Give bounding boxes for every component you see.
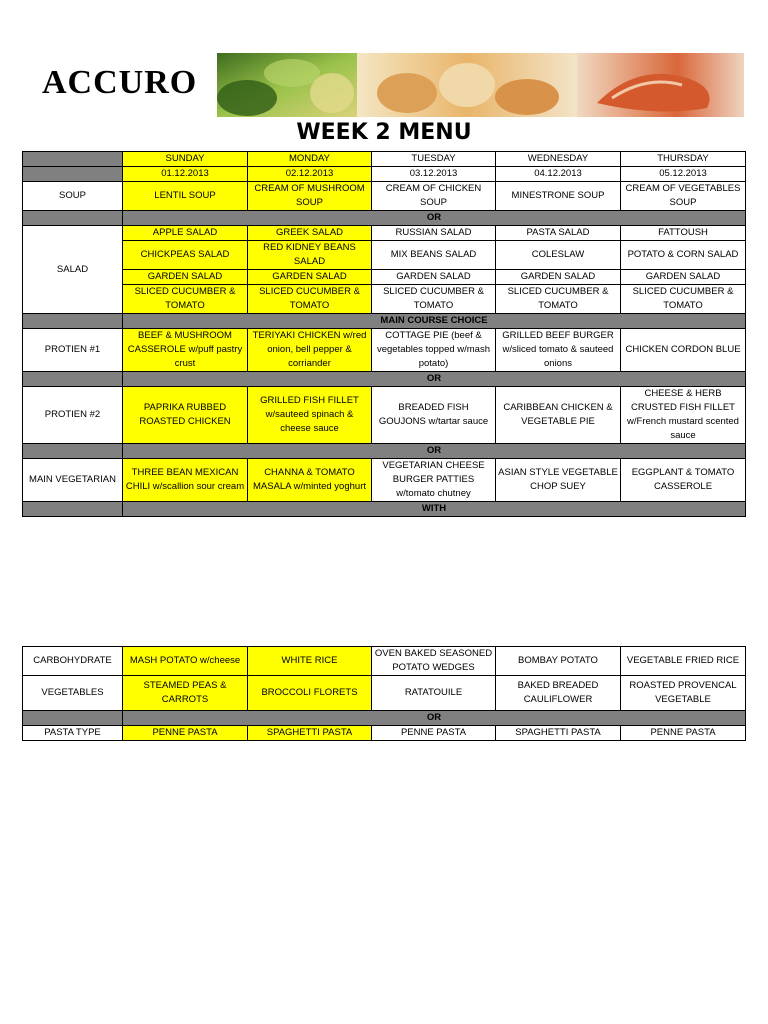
menu-cell: CREAM OF MUSHROOM SOUP	[248, 182, 372, 211]
separator-row	[23, 314, 746, 329]
menu-cell: SLICED CUCUMBER & TOMATO	[248, 285, 372, 314]
menu-cell: GARDEN SALAD	[123, 270, 248, 285]
menu-cell: RUSSIAN SALAD	[372, 226, 496, 241]
menu-cell: PENNE PASTA	[621, 726, 746, 741]
menu-cell: STEAMED PEAS & CARROTS	[123, 676, 248, 711]
row-label: PROTIEN #2	[23, 387, 123, 444]
page-title: WEEK 2 MENU	[296, 120, 472, 145]
date-thursday: 05.12.2013	[621, 167, 746, 182]
menu-cell: COTTAGE PIE (beef & vegetables topped w/mash potato)	[372, 329, 496, 372]
soup-row	[23, 182, 746, 211]
menu-cell: TERIYAKI CHICKEN w/red onion, bell pepper & corriander	[248, 329, 372, 372]
menu-cell: COLESLAW	[496, 241, 621, 270]
menu-cell: PAPRIKA RUBBED ROASTED CHICKEN	[123, 387, 248, 444]
salad-row	[23, 270, 746, 285]
menu-cell: ASIAN STYLE VEGETABLE CHOP SUEY	[496, 459, 621, 502]
menu-cell: GARDEN SALAD	[496, 270, 621, 285]
menu-table	[22, 151, 746, 517]
menu-cell: GARDEN SALAD	[248, 270, 372, 285]
separator-row	[23, 444, 746, 459]
date-tuesday: 03.12.2013	[372, 167, 496, 182]
menu-cell: OVEN BAKED SEASONED POTATO WEDGES	[372, 647, 496, 676]
menu-cell: BREADED FISH GOUJONS w/tartar sauce	[372, 387, 496, 444]
menu-cell: ROASTED PROVENCAL VEGETABLE	[621, 676, 746, 711]
menu-cell: CHICKPEAS SALAD	[123, 241, 248, 270]
menu-cell: THREE BEAN MEXICAN CHILI w/scallion sour cream	[123, 459, 248, 502]
sides-table	[22, 646, 746, 741]
separator-or: OR	[123, 711, 746, 726]
day-tuesday: TUESDAY	[372, 152, 496, 167]
menu-cell: POTATO & CORN SALAD	[621, 241, 746, 270]
day-wednesday: WEDNESDAY	[496, 152, 621, 167]
menu-cell: RATATOUILE	[372, 676, 496, 711]
salad-row	[23, 226, 746, 241]
row-label: SOUP	[23, 182, 123, 211]
menu-cell: LENTIL SOUP	[123, 182, 248, 211]
menu-cell: VEGETARIAN CHEESE BURGER PATTIES w/tomato chutney	[372, 459, 496, 502]
logo: ACCURO	[42, 64, 198, 101]
separator-row	[23, 711, 746, 726]
menu-cell: BAKED BREADED CAULIFLOWER	[496, 676, 621, 711]
header-blank-cell	[23, 152, 123, 167]
menu-cell: VEGETABLE FRIED RICE	[621, 647, 746, 676]
separator-with: WITH	[123, 502, 746, 517]
menu-cell: MINESTRONE SOUP	[496, 182, 621, 211]
separator-row	[23, 372, 746, 387]
date-blank-cell	[23, 167, 123, 182]
row-label: PROTIEN #1	[23, 329, 123, 372]
salad-row	[23, 241, 746, 270]
row-label: CARBOHYDRATE	[23, 647, 123, 676]
vegetarian-row	[23, 459, 746, 502]
menu-cell: SPAGHETTI PASTA	[496, 726, 621, 741]
menu-cell: EGGPLANT & TOMATO CASSEROLE	[621, 459, 746, 502]
day-monday: MONDAY	[248, 152, 372, 167]
menu-cell: SLICED CUCUMBER & TOMATO	[372, 285, 496, 314]
pasta-row	[23, 726, 746, 741]
menu-cell: SLICED CUCUMBER & TOMATO	[123, 285, 248, 314]
separator-main-course: MAIN COURSE CHOICE	[123, 314, 746, 329]
menu-cell: GARDEN SALAD	[621, 270, 746, 285]
menu-cell: SPAGHETTI PASTA	[248, 726, 372, 741]
menu-cell: CHANNA & TOMATO MASALA w/minted yoghurt	[248, 459, 372, 502]
date-sunday: 01.12.2013	[123, 167, 248, 182]
table-row	[23, 152, 746, 167]
separator-row	[23, 502, 746, 517]
menu-cell: MASH POTATO w/cheese	[123, 647, 248, 676]
menu-cell: GRILLED FISH FILLET w/sauteed spinach & cheese sauce	[248, 387, 372, 444]
menu-cell: BEEF & MUSHROOM CASSEROLE w/puff pastry crust	[123, 329, 248, 372]
day-thursday: THURSDAY	[621, 152, 746, 167]
menu-cell: CREAM OF VEGETABLES SOUP	[621, 182, 746, 211]
row-label: VEGETABLES	[23, 676, 123, 711]
menu-cell: WHITE RICE	[248, 647, 372, 676]
separator-row	[23, 211, 746, 226]
menu-cell: APPLE SALAD	[123, 226, 248, 241]
menu-cell: SLICED CUCUMBER & TOMATO	[621, 285, 746, 314]
row-label: MAIN VEGETARIAN	[23, 459, 123, 502]
menu-cell: BOMBAY POTATO	[496, 647, 621, 676]
separator-or: OR	[123, 211, 746, 226]
menu-cell: RED KIDNEY BEANS SALAD	[248, 241, 372, 270]
menu-cell: BROCCOLI FLORETS	[248, 676, 372, 711]
protein1-row	[23, 329, 746, 372]
row-label: PASTA TYPE	[23, 726, 123, 741]
separator-or: OR	[123, 444, 746, 459]
date-wednesday: 04.12.2013	[496, 167, 621, 182]
row-label: SALAD	[23, 226, 123, 314]
vegetables-row	[23, 676, 746, 711]
food-photo-banner-icon	[217, 53, 744, 117]
menu-cell: CARIBBEAN CHICKEN & VEGETABLE PIE	[496, 387, 621, 444]
menu-cell: MIX BEANS SALAD	[372, 241, 496, 270]
day-sunday: SUNDAY	[123, 152, 248, 167]
menu-cell: GRILLED BEEF BURGER w/sliced tomato & sauteed onions	[496, 329, 621, 372]
menu-cell: GREEK SALAD	[248, 226, 372, 241]
menu-cell: CHICKEN CORDON BLUE	[621, 329, 746, 372]
table-row	[23, 167, 746, 182]
menu-cell: CHEESE & HERB CRUSTED FISH FILLET w/French mustard scented sauce	[621, 387, 746, 444]
menu-cell: FATTOUSH	[621, 226, 746, 241]
menu-cell: CREAM OF CHICKEN SOUP	[372, 182, 496, 211]
menu-cell: SLICED CUCUMBER & TOMATO	[496, 285, 621, 314]
menu-cell: PASTA SALAD	[496, 226, 621, 241]
carbohydrate-row	[23, 647, 746, 676]
separator-or: OR	[123, 372, 746, 387]
menu-cell: GARDEN SALAD	[372, 270, 496, 285]
menu-cell: PENNE PASTA	[123, 726, 248, 741]
date-monday: 02.12.2013	[248, 167, 372, 182]
menu-cell: PENNE PASTA	[372, 726, 496, 741]
protein2-row	[23, 387, 746, 444]
salad-row	[23, 285, 746, 314]
